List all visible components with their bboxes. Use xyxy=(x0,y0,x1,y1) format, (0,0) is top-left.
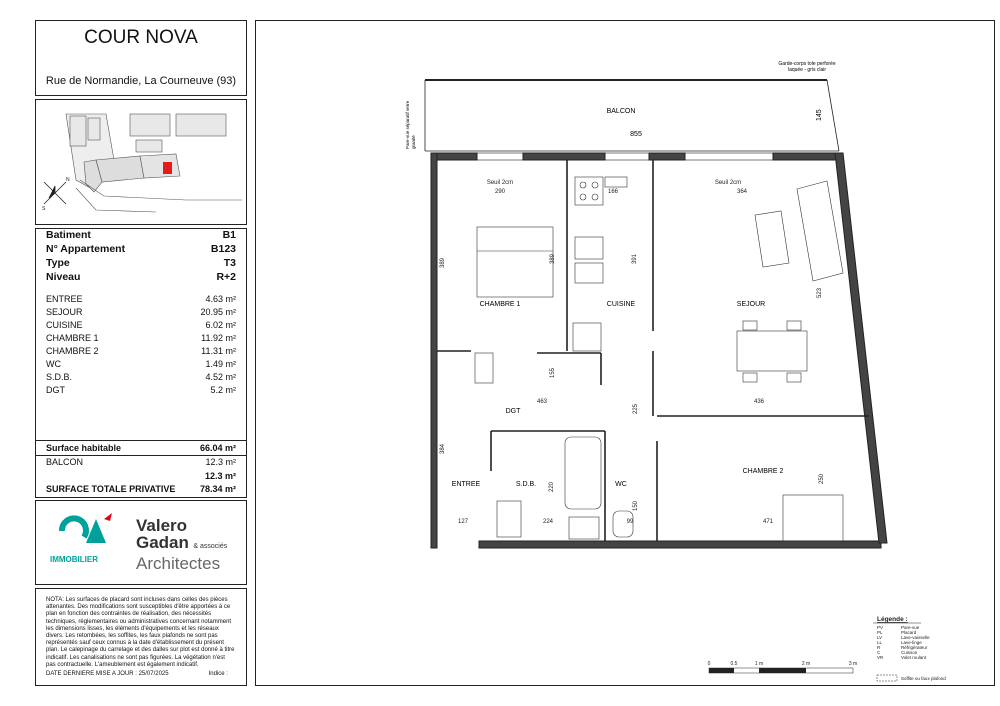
dim: 166 xyxy=(607,189,619,195)
divider xyxy=(36,455,246,456)
dim: 463 xyxy=(536,399,548,405)
info-row: N° Appartement B123 xyxy=(46,243,236,255)
svg-text:1 m: 1 m xyxy=(754,661,764,667)
exterior-walls xyxy=(431,153,887,548)
dim: 364 xyxy=(736,189,748,195)
dim: 250 xyxy=(819,473,825,485)
info-row: Batiment B1 xyxy=(46,229,236,241)
ca-immobilier-label: IMMOBILIER xyxy=(50,555,98,564)
pare-vue-note-2: granité xyxy=(411,135,416,149)
dim: 471 xyxy=(762,519,774,525)
seuil-label: Seuil 2cm xyxy=(714,180,742,186)
scale-bar xyxy=(708,661,858,673)
compass-icon xyxy=(42,177,70,212)
update-line xyxy=(46,671,236,677)
svg-text:0.5: 0.5 xyxy=(730,661,738,667)
balcon-label: BALCON xyxy=(606,108,636,115)
room-cuisine: CUISINE xyxy=(606,301,636,308)
credit-agricole-logo xyxy=(56,513,116,549)
soffit-swatch xyxy=(877,675,897,681)
room-sejour: SEJOUR xyxy=(736,301,766,308)
living-furniture xyxy=(737,181,843,382)
info-row: Type T3 xyxy=(46,257,236,269)
bed-2 xyxy=(783,495,843,541)
dim: 436 xyxy=(753,399,765,405)
apartment-highlight xyxy=(163,162,172,174)
windows xyxy=(477,153,773,160)
room-row: CUISINE 6.02 m² xyxy=(46,320,236,330)
bed-1 xyxy=(477,227,553,297)
floor-plan-frame xyxy=(255,20,995,686)
legend-code: LV xyxy=(877,635,883,640)
legend-text: Lave-linge xyxy=(901,640,922,645)
project-header xyxy=(35,20,247,96)
dim: 99 xyxy=(626,519,634,525)
legend-title: Légende : xyxy=(877,616,908,623)
room-dgt: DGT xyxy=(505,408,521,415)
update-date: DATE DERNIERE MISE A JOUR : 25/07/2025 xyxy=(46,671,169,677)
logos-panel xyxy=(35,500,247,585)
room-chambre1: CHAMBRE 1 xyxy=(479,301,521,308)
project-address: Rue de Normandie, La Courneuve (93) xyxy=(45,75,237,87)
site-plan xyxy=(36,100,246,224)
legend-text: Cuisson xyxy=(901,650,918,655)
dim: 224 xyxy=(542,519,554,525)
room-row: S.D.B. 4.52 m² xyxy=(46,372,236,382)
project-title: COUR NOVA xyxy=(84,27,198,48)
dim: 127 xyxy=(457,519,469,525)
balcon-row: BALCON 12.3 m² xyxy=(46,457,236,467)
bathroom-fixtures xyxy=(475,353,633,539)
info-row: Niveau R+2 xyxy=(46,271,236,283)
svg-text:N: N xyxy=(66,177,70,183)
dim: 391 xyxy=(632,253,638,265)
legend-code: R xyxy=(877,645,881,650)
balcony xyxy=(425,80,839,151)
legend-soffit: Soffite ou faux plafond xyxy=(901,676,946,681)
svg-text:2 m: 2 m xyxy=(801,661,811,667)
legend-text: Lave-vaisselle xyxy=(901,635,930,640)
balcon-width: 855 xyxy=(630,131,642,138)
dim: 389 xyxy=(440,257,446,269)
exterior-sum-row: 12.3 m² xyxy=(204,471,236,481)
dim: 290 xyxy=(494,189,506,195)
legend-text: Pare-vue xyxy=(901,625,920,630)
room-wc: WC xyxy=(615,481,627,488)
note-text: NOTA: Les surfaces de placard sont incluses dans celles des pièces attenantes. Des modifications sont susceptibles d'être apportées à ce plan en fonction des contraintes de réalisation, des nécessités techniques, réglementaires ou administratives concernant notamment les dimensions lisses, les éléments d'équipements et les réseaux divers. Les retombées, les soffites, les faux plafonds ne sont pas représentés sauf ceux connus à la date d'établissement du présent plan. Le calepinage du carrelage et des dalles sur plot est donné à titre indicatif. Les canalisations ne sont pas figurées. La végétation n'est pas contractuelle. L'ameublement est également indicatif. xyxy=(46,597,235,668)
dim: 384 xyxy=(440,443,446,455)
seuil-label: Seuil 2cm xyxy=(486,180,514,186)
legend-code: PL xyxy=(877,630,883,635)
legend-text: Réfrigérateur xyxy=(901,645,928,650)
svg-text:S: S xyxy=(42,206,46,212)
room-row: ENTREE 4.63 m² xyxy=(46,294,236,304)
legend-text: Placard xyxy=(901,630,917,635)
room-chambre2: CHAMBRE 2 xyxy=(742,468,784,475)
legend-text: Volet roulant xyxy=(901,655,927,660)
dim: 389 xyxy=(550,253,556,265)
room-row: SEJOUR 20.95 m² xyxy=(46,307,236,317)
dim: 225 xyxy=(633,403,639,415)
legend-code: VR xyxy=(877,655,884,660)
note-panel xyxy=(35,588,247,686)
kitchen-fixtures xyxy=(573,177,627,351)
dim: 220 xyxy=(549,481,555,493)
legend-code: PV xyxy=(877,625,884,630)
room-row: DGT 5.2 m² xyxy=(46,385,236,395)
balcon-depth: 145 xyxy=(816,109,823,121)
floor-plan xyxy=(256,21,994,685)
room-row: CHAMBRE 2 11.31 m² xyxy=(46,346,236,356)
room-entree: ENTREE xyxy=(451,481,481,488)
svg-text:0: 0 xyxy=(707,661,711,667)
garde-corps-note-2: laquée - gris clair xyxy=(787,67,827,73)
dim: 155 xyxy=(550,367,556,379)
room-row: CHAMBRE 1 11.92 m² xyxy=(46,333,236,343)
room-sdb: S.D.B. xyxy=(515,481,537,488)
divider xyxy=(36,440,246,441)
interior-walls xyxy=(437,160,869,541)
room-labels xyxy=(452,301,784,488)
index-label: Indice : xyxy=(208,671,228,677)
site-plan-panel xyxy=(35,99,247,225)
legend-code: C xyxy=(877,650,881,655)
svg-text:3 m: 3 m xyxy=(848,661,858,667)
dim: 523 xyxy=(817,287,823,299)
total-row: SURFACE TOTALE PRIVATIVE 78.34 m² xyxy=(46,484,236,494)
legend-code: LL xyxy=(877,640,883,645)
room-row: WC 1.49 m² xyxy=(46,359,236,369)
habitable-row: Surface habitable 66.04 m² xyxy=(46,443,236,453)
legend xyxy=(873,616,946,681)
garde-corps-note: Garde-corps tole perforée xyxy=(778,61,836,67)
surfaces-panel xyxy=(35,228,247,498)
architect-logo: Valero Gadan & associés Architectes xyxy=(136,516,228,573)
pare-vue-note: Pare-vue séparatif verre xyxy=(405,100,410,149)
dim: 150 xyxy=(633,500,639,512)
